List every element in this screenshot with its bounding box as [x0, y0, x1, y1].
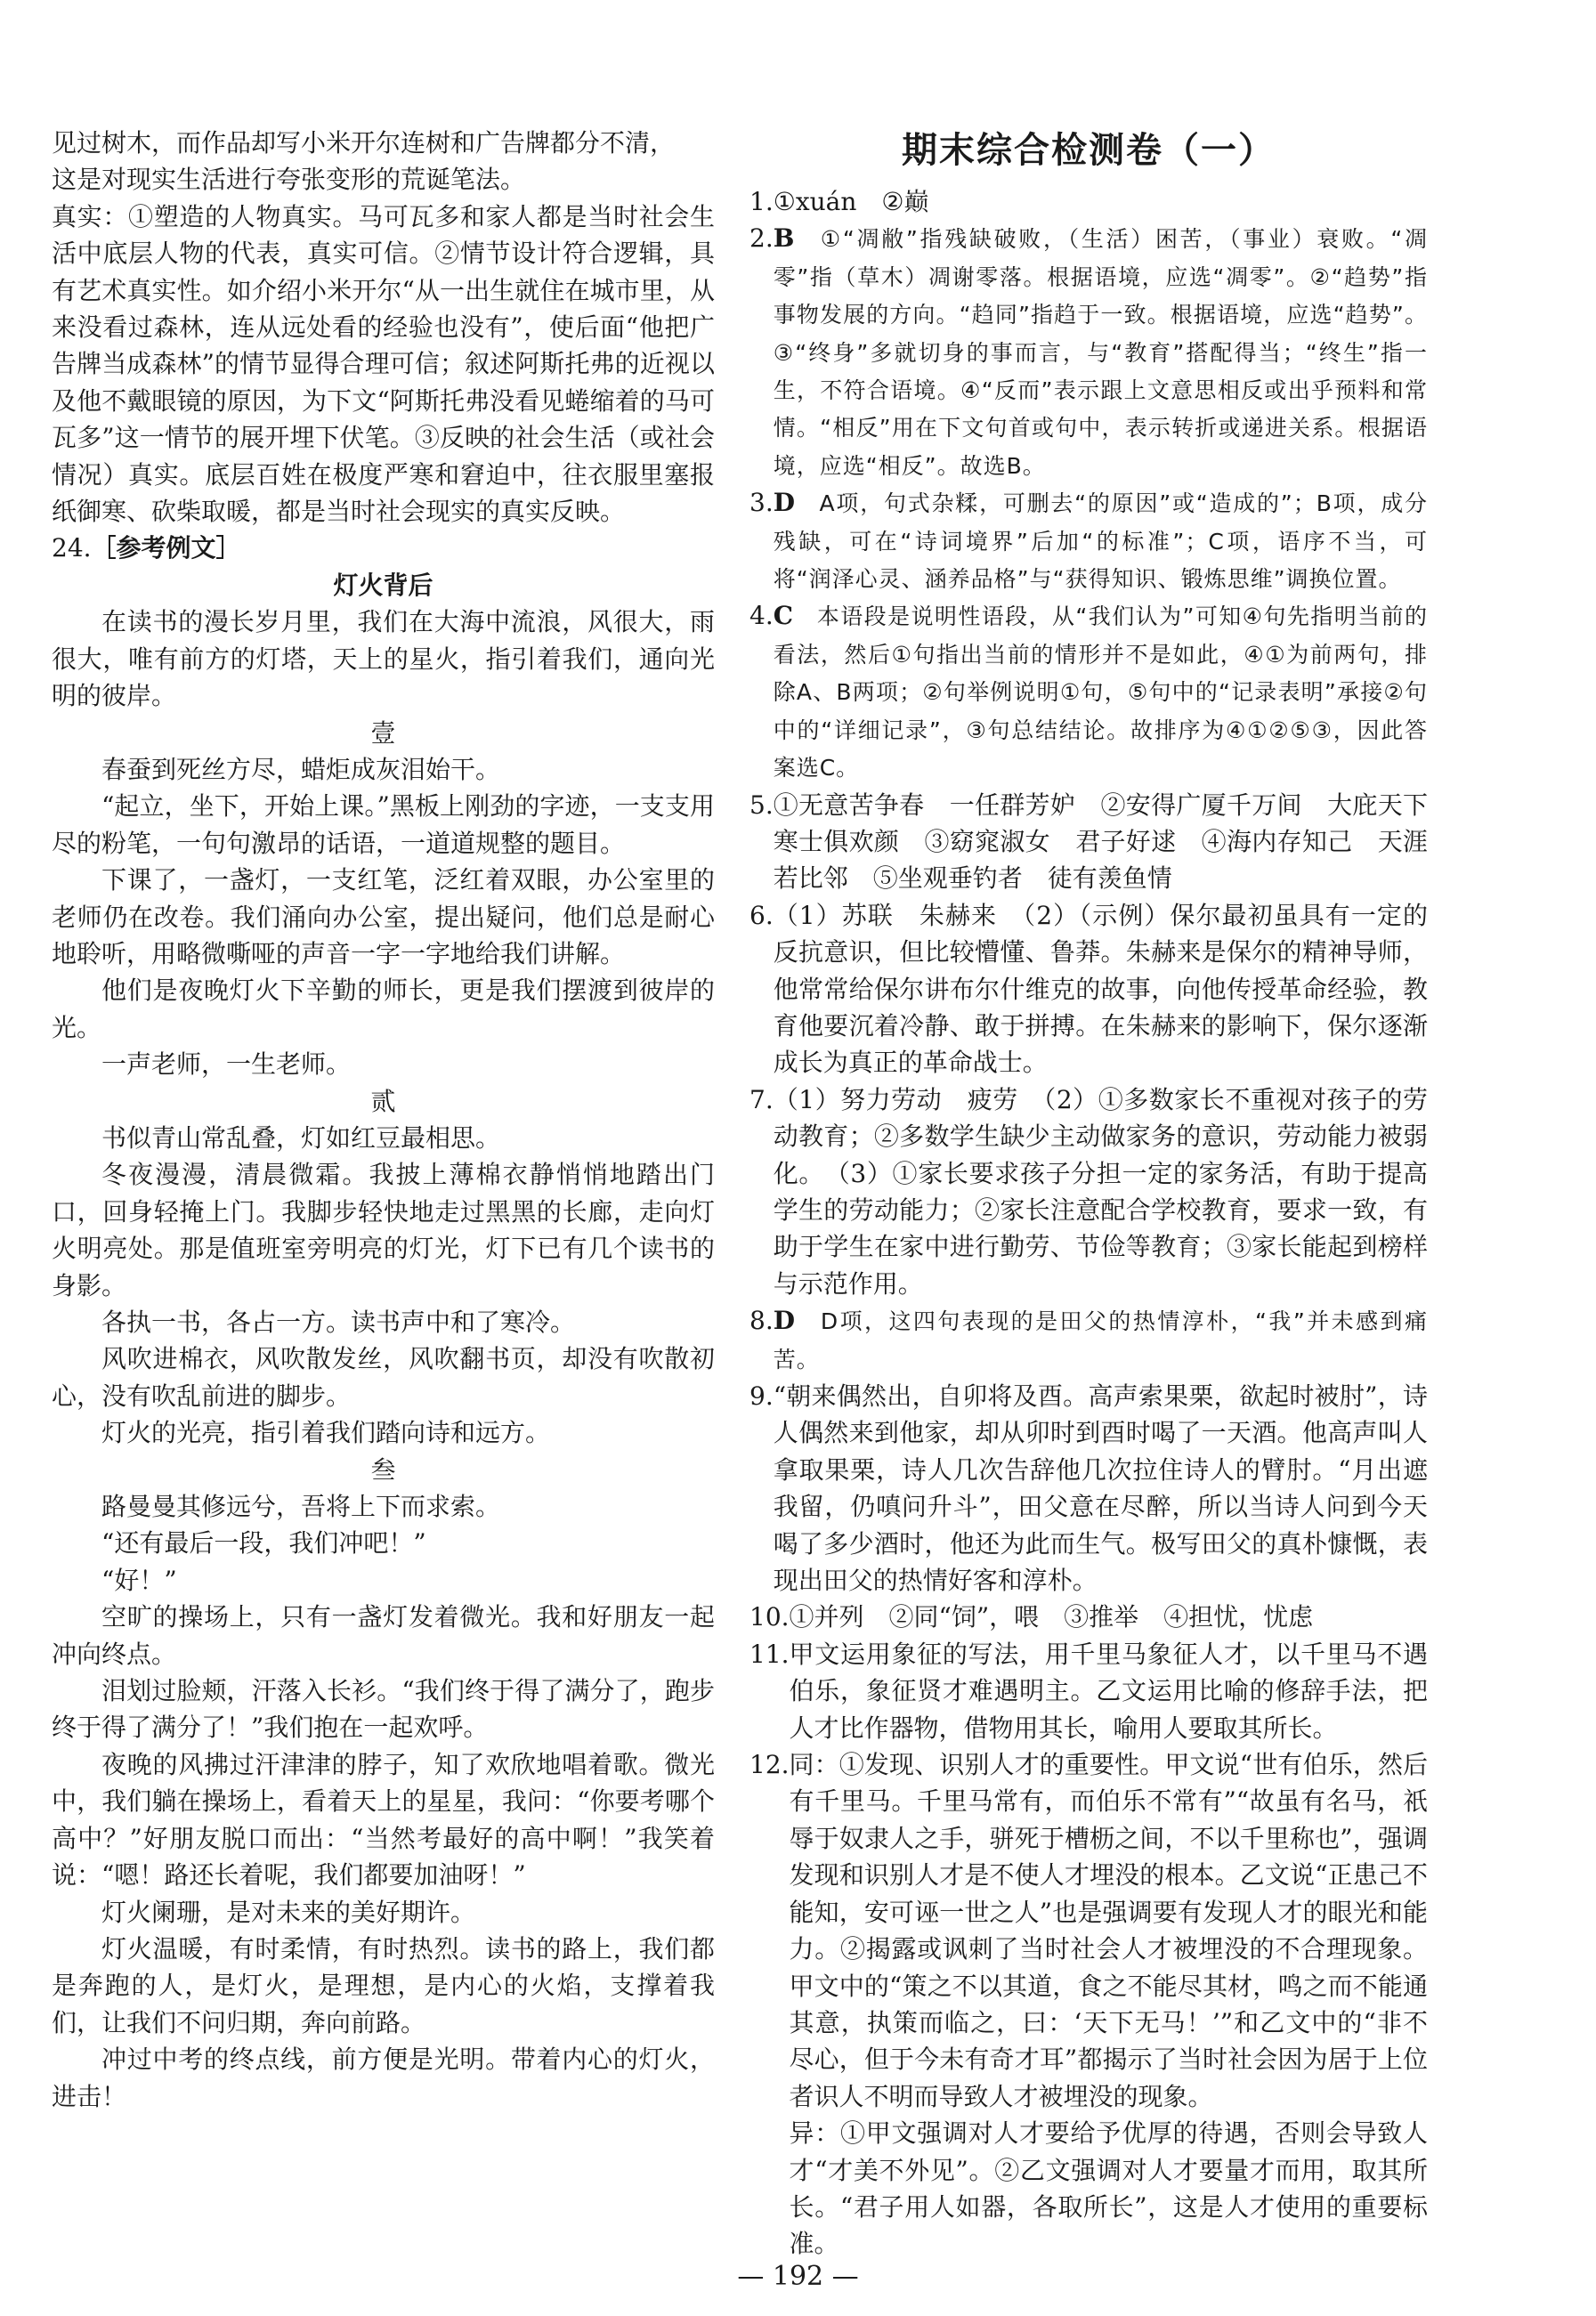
answer-text [774, 897, 1428, 1081]
reference-essay-label: ［参考例文］ [91, 533, 241, 563]
answer-item [749, 1378, 1428, 1599]
essay-title: 灯火背后 [333, 570, 433, 600]
answer-item [749, 1636, 1428, 1746]
section-3-paragraph: 灯火温暖，有时柔情，有时热烈。读书的路上，我们都是奔跑的人，是灯火，是理想，是内心的火焰，支撑着我们，让我们不问归期，奔向前路。 [52, 1933, 715, 2037]
answer-number: 12. [749, 1750, 790, 1780]
answer-number: 1. [749, 187, 774, 216]
answer-text [790, 1636, 1428, 1746]
answer-text [774, 1302, 1428, 1378]
answer-text [774, 1378, 1428, 1599]
answer-item [749, 1081, 1428, 1302]
answer-explanation: （1）努力劳动 疲劳 （2）①多数家长不重视对孩子的劳动教育；②多数学生缺少主动做家务的意识，劳动能力被弱化。 （3）①家长要求孩子分担一定的家务活，有助于提高学生的劳动能力；②家长注意配合学校教育，要求一致，有助于学生在家中进行勤劳、节俭等教育；③家长能起到榜样与示范作用。 [773, 1084, 1428, 1299]
answer-choice: D [773, 488, 795, 518]
answer-number: 7. [749, 1084, 774, 1114]
answer-number: 8. [749, 1306, 774, 1336]
answer-explanation: “朝来偶然出，自卯将及酉。高声索果栗，欲起时被肘”，诗人偶然来到他家，却从卯时到酉时喝了一天酒。他高声叫人拿取果栗，诗人几次告辞他几次拉住诗人的臂肘。“月出遮我留，仍嗔问升斗”，田父意在尽醉，所以当诗人问到今天喝了多少酒时，他还为此而生气。极写田父的真朴慷慨，表现出田父的热情好客和淳朴。 [773, 1381, 1428, 1596]
answer-number: 9. [749, 1381, 774, 1411]
section-1-paragraph: “起立，坐下，开始上课。”黑板上刚劲的字迹，一支支用尽的粉笔，一句句激昂的话语，一道道规整的题目。 [52, 791, 715, 858]
answer-explanation: ①“凋敝”指残缺破败，（生活）困苦，（事业）衰败。“凋零”指（草木）凋谢零落。根据语境，应选“凋零”。②“趋势”指事物发展的方向。“趋同”指趋于一致。根据语境，应选“趋势”。③“终身”多就切身的事而言，与“教育”搭配得当；“终生”指一生，不符合语境。④“反而”表示跟上文意思相反或出乎预料和常情。“相反”用在下文句首或句中，表示转折或递进关系。根据语境，应选“相反”。故选B。 [773, 226, 1428, 479]
section-1-heading: 壹 [370, 717, 396, 748]
answer-text [774, 787, 1428, 897]
section-2-paragraph: 书似青山常乱叠，灯如红豆最相思。 [101, 1122, 501, 1153]
answer-item [749, 1599, 1428, 1635]
answer-number: 3. [749, 488, 774, 518]
answer-item [749, 787, 1428, 897]
section-2-paragraph: 各执一书，各占一方。读书声中和了寒冷。 [101, 1308, 576, 1337]
answer-explanation: D项，这四句表现的是田父的热情淳朴，“我”并未感到痛苦。 [773, 1308, 1428, 1373]
answer-explanation: ①无意苦争春 一任群芳妒 ②安得广厦千万间 大庇天下寒士俱欢颜 ③窈窕淑女 君子好逑 ④海内存知己 天涯若比邻 ⑤坐观垂钓者 徒有羡鱼情 [773, 790, 1428, 894]
section-3-paragraph: 夜晚的风拂过汗津津的脖子，知了欢欣地唱着歌。微光中，我们躺在操场上，看着天上的星星，我问：“你要考哪个高中？”好朋友脱口而出：“当然考最好的高中啊！”我笑着说：“嗯！路还长着呢，我们都要加油呀！” [52, 1749, 715, 1891]
answer-item [749, 220, 1428, 484]
answer-number: 5. [749, 790, 774, 820]
answer-text [774, 1081, 1428, 1302]
answer-number: 4. [749, 601, 774, 631]
exam-title: 期末综合检测卷（一） [902, 130, 1276, 171]
answer-text [790, 1746, 1428, 2263]
right-column [749, 125, 1428, 2263]
zhenshi-paragraph: 真实：①塑造的人物真实。马可瓦多和家人都是当时社会生活中底层人物的代表，真实可信。②情节设计符合逻辑，具有艺术真实性。如介绍小米开尔“从一出生就住在城市里，从来没看过森林，连从远处看的经验也没有”，使后面“他把广告牌当成森林”的情节显得合理可信；叙述阿斯托弗的近视以及他不戴眼镜的原因，为下文“阿斯托弗没看见蜷缩着的马可瓦多”这一情节的展开埋下伏笔。③反映的社会生活（或社会情况）真实。底层百姓在极度严寒和窘迫中，往衣服里塞报纸御寒、砍柴取暖，都是当时社会现实的真实反映。 [52, 201, 715, 527]
page-number: — 192 — [737, 2261, 859, 2292]
answer-item [749, 1746, 1428, 2263]
answer-explanation: 同：①发现、识别人才的重要性。甲文说“世有伯乐，然后有千里马。千里马常有，而伯乐不常有”“故虽有名马，祇辱于奴隶人之手，骈死于槽枥之间，不以千里称也”，强调发现和识别人才是不使人才埋没的根本。乙文说“正患己不能知，安可诬一世之人”也是强调要有发现人才的眼光和能力。②揭露或讽刺了当时社会人才被埋没的不合理现象。甲文中的“策之不以其道，食之不能尽其材，鸣之而不能通其意，执策而临之，曰：‘天下无马！’”和乙文中的“非不尽心，但于今未有奇才耳”都揭示了当时社会因为居于上位者识人不明而导致人才被埋没的现象。 [789, 1750, 1428, 2111]
section-3-heading: 叁 [370, 1454, 396, 1485]
answer-explanation: 本语段是说明性语段，从“我们认为”可知④句先指明当前的看法，然后①句指出当前的情形并不是如此，④①为前两句，排除A、B两项；②句举例说明①句，⑤句中的“记录表明”承接②句中的“详细记录”，③句总结结论。故排序为④①②⑤③，因此答案选C。 [773, 603, 1428, 781]
section-1-paragraph: 下课了，一盏灯，一支红笔，泛红着双眼，办公室里的老师仍在改卷。我们涌向办公室，提出疑问，他们总是耐心地聆听，用略微嘶哑的声音一字一字地给我们讲解。 [52, 865, 715, 968]
answer-choice: C [773, 601, 794, 631]
section-3-paragraph: 灯火阑珊，是对未来的美好期许。 [101, 1897, 476, 1927]
answer-choice: D [773, 1306, 795, 1336]
answer-number: 10. [749, 1602, 790, 1632]
continuation-line-2: 这是对现实生活进行夸张变形的荒诞笔法。 [52, 165, 526, 195]
question-24-header [52, 530, 715, 566]
section-1-paragraph: 他们是夜晚灯火下辛勤的师长，更是我们摆渡到彼岸的光。 [52, 976, 715, 1042]
section-3-paragraph: 空旷的操场上，只有一盏灯发着微光。我和好朋友一起冲向终点。 [52, 1602, 715, 1669]
section-2-paragraph: 风吹进棉衣，风吹散发丝，风吹翻书页，却没有吹散初心，没有吹乱前进的脚步。 [52, 1344, 715, 1411]
answer-text [774, 597, 1428, 786]
answer-choice: B [773, 223, 795, 254]
answer-number: 2. [749, 223, 774, 254]
question-24-number: 24. [52, 533, 92, 563]
section-2-paragraph: 冬夜漫漫，清晨微霜。我披上薄棉衣静悄悄地踏出门口，回身轻掩上门。我脚步轻快地走过黑黑的长廊，走向灯火明亮处。那是值班室旁明亮的灯光，灯下已有几个读书的身影。 [52, 1160, 715, 1300]
answer-explanation: A项，句式杂糅，可删去“的原因”或“造成的”；B项，成分残缺，可在“诗词境界”后加“的标准”；C项，语序不当，可将“润泽心灵、涵养品格”与“获得知识、锻炼思维”调换位置。 [773, 490, 1428, 593]
answer-item [749, 183, 1428, 220]
answer-explanation-differences: 异：①甲文强调对人才要给予优厚的待遇，否则会导致人才“才美不外见”。②乙文强调对人才要量才而用，取其所长。“君子用人如器，各取所长”，这是人才使用的重要标准。 [789, 2118, 1428, 2259]
answer-explanation: ①xuán ②巅 [773, 187, 929, 216]
answer-explanation: （1）苏联 朱赫来 （2）（示例）保尔最初虽具有一定的反抗意识，但比较懵懂、鲁莽。朱赫来是保尔的精神导师，他常常给保尔讲布尔什维克的故事，向他传授革命经验，教育他要沉着冷静、敢于拼搏。在朱赫来的影响下，保尔逐渐成长为真正的革命战士。 [773, 900, 1428, 1078]
left-column [52, 125, 715, 2115]
section-2-heading: 贰 [370, 1086, 396, 1116]
answer-explanation: ①并列 ②同“饲”，喂 ③推举 ④担忧，忧虑 [789, 1602, 1314, 1632]
section-3-paragraph: 泪划过脸颊，汗落入长衫。“我们终于得了满分了，跑步终于得了满分了！”我们抱在一起欢呼。 [52, 1676, 715, 1743]
section-3-paragraph: 路曼曼其修远兮，吾将上下而求索。 [101, 1492, 501, 1522]
continuation-line-1: 见过树木，而作品却写小米开尔连树和广告牌都分不清， [52, 128, 676, 158]
section-3-paragraph: “还有最后一段，我们冲吧！” [101, 1528, 426, 1559]
answer-text [774, 183, 1428, 220]
essay-intro: 在读书的漫长岁月里，我们在大海中流浪，风很大，雨很大，唯有前方的灯塔，天上的星火，指引着我们，通向光明的彼岸。 [52, 607, 715, 711]
answer-number: 6. [749, 900, 774, 930]
answer-item [749, 484, 1428, 597]
answer-explanation: 甲文运用象征的写法，用千里马象征人才，以千里马不遇伯乐，象征贤才难遇明主。乙文运用比喻的修辞手法，把人才比作器物，借物用其长，喻用人要取其所长。 [789, 1639, 1428, 1743]
answer-text [774, 220, 1428, 484]
section-1-paragraph: 一声老师，一生老师。 [101, 1049, 352, 1080]
answer-text [790, 1599, 1428, 1635]
section-2-paragraph: 灯火的光亮，指引着我们踏向诗和远方。 [101, 1418, 551, 1448]
section-1-paragraph: 春蚕到死丝方尽，蜡炬成灰泪始干。 [101, 754, 501, 784]
answer-item [749, 897, 1428, 1081]
answer-item [749, 1302, 1428, 1378]
section-3-paragraph: 冲过中考的终点线，前方便是光明。带着内心的灯火，进击！ [52, 2045, 715, 2111]
answer-text [774, 484, 1428, 597]
answer-item [749, 597, 1428, 786]
section-3-paragraph: “好！” [101, 1565, 177, 1595]
answer-number: 11. [749, 1639, 790, 1669]
